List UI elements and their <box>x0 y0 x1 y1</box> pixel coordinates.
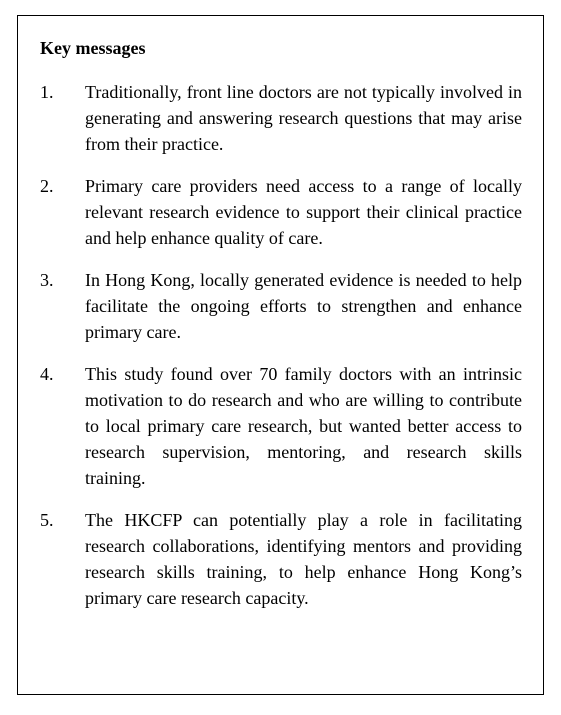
list-item <box>40 507 522 611</box>
item-text: In Hong Kong, locally generated evidence is needed to help facilitate the ongoing efforts to strengthen and enhance primary care. <box>85 270 522 342</box>
list-item <box>40 173 522 251</box>
list-item <box>40 361 522 491</box>
list-item <box>40 79 522 157</box>
list-item <box>40 267 522 345</box>
item-number: 1. <box>40 82 54 102</box>
item-number: 2. <box>40 176 54 196</box>
item-text: This study found over 70 family doctors with an intrinsic motivation to do research and who are willing to contribute to local primary care research, but wanted better access to research supervision, mentoring, and research skills training. <box>85 364 522 488</box>
item-number: 5. <box>40 510 54 530</box>
item-number: 3. <box>40 270 54 290</box>
key-messages-list <box>40 79 522 611</box>
item-text: Traditionally, front line doctors are not typically involved in generating and answering research questions that may arise from their practice. <box>85 82 522 154</box>
item-text: Primary care providers need access to a range of locally relevant research evidence to support their clinical practice and help enhance quality of care. <box>85 176 522 248</box>
item-number: 4. <box>40 364 54 384</box>
key-messages-box <box>17 15 544 695</box>
key-messages-title: Key messages <box>40 38 146 58</box>
item-text: The HKCFP can potentially play a role in facilitating research collaborations, identifying mentors and providing research skills training, to help enhance Hong Kong’s primary care research capacity. <box>85 510 522 608</box>
